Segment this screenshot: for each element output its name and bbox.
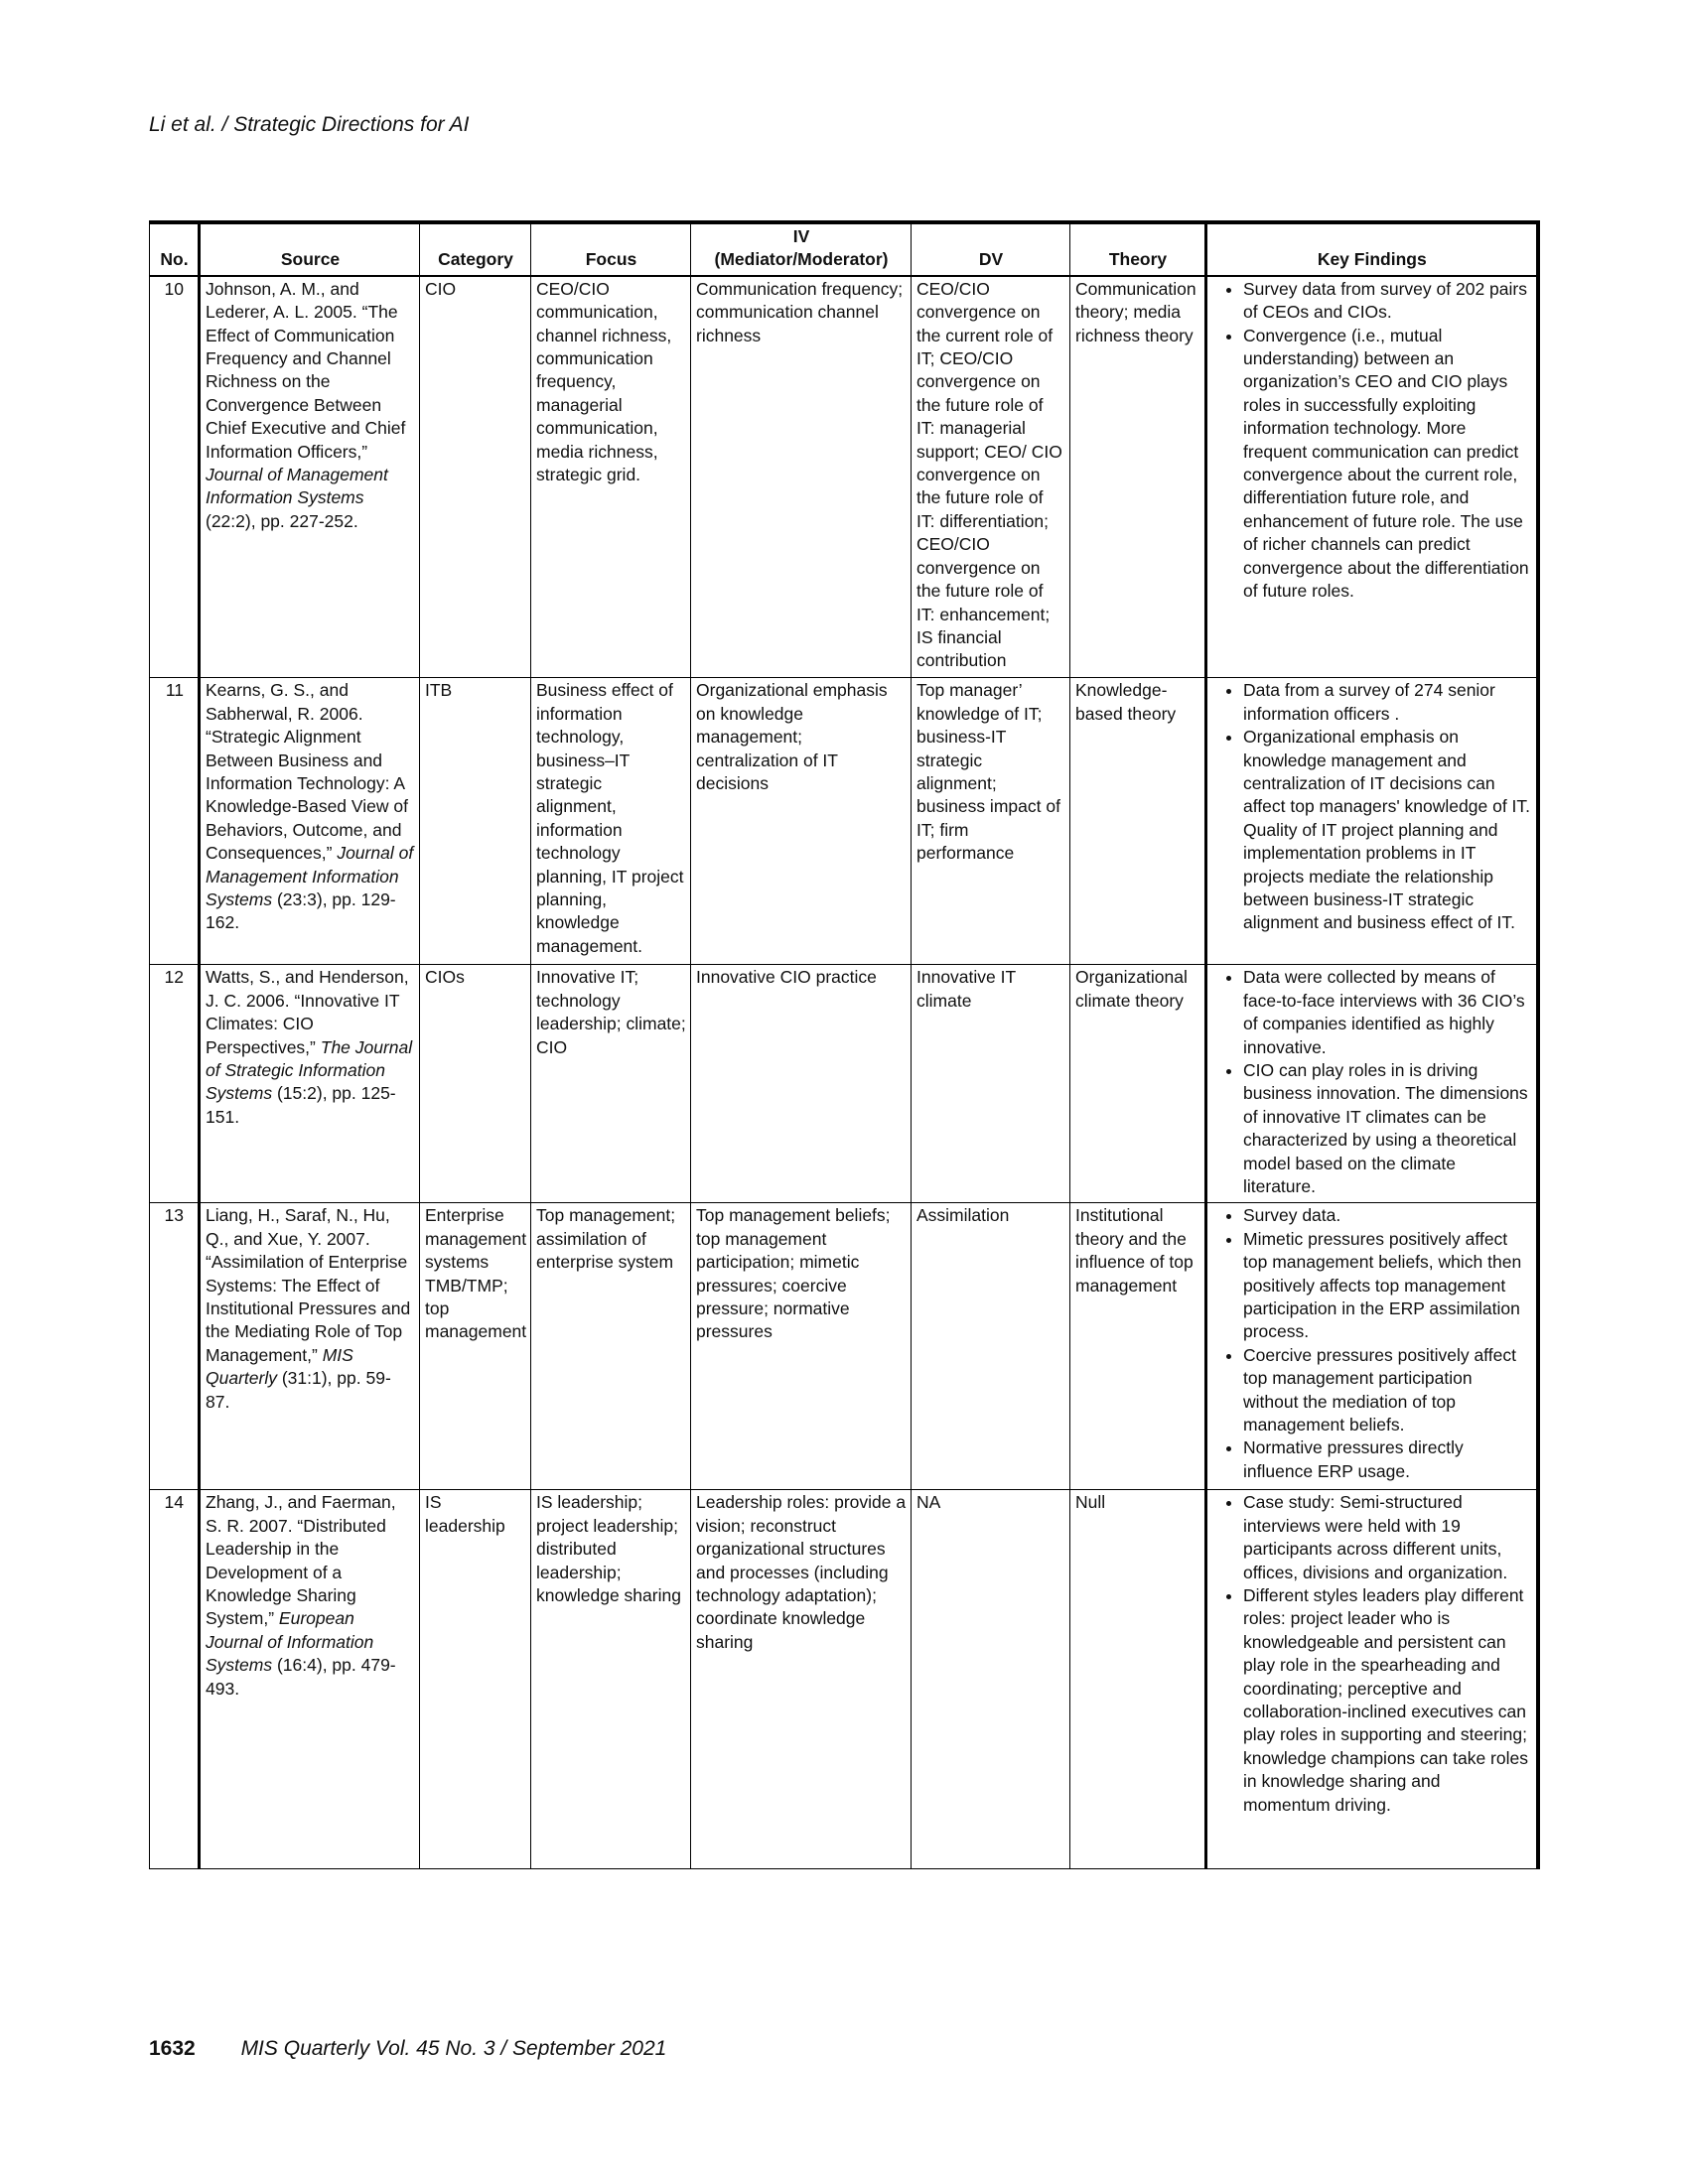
cell-no: 14	[150, 1490, 200, 1869]
page-footer	[149, 2037, 666, 2061]
cell-iv: Organizational emphasis on knowledge management; centralization of IT decisions	[691, 678, 912, 965]
cell-no: 10	[150, 276, 200, 678]
cell-no: 13	[150, 1203, 200, 1490]
cell-focus: CEO/CIO communication, channel richness, communication frequency, managerial communication, media richness, strategic grid.	[531, 276, 691, 678]
findings-list	[1212, 278, 1532, 604]
findings-list	[1212, 679, 1532, 934]
findings-list	[1212, 1204, 1532, 1483]
col-header-iv-line1: IV	[792, 226, 810, 246]
cell-no: 11	[150, 678, 200, 965]
finding-item: • Normative pressures directly influence ERP usage.	[1243, 1436, 1532, 1483]
cell-source	[200, 678, 420, 965]
table-row	[150, 276, 1538, 678]
running-head: Li et al. / Strategic Directions for AI	[149, 113, 470, 136]
cell-source	[200, 1490, 420, 1869]
cell-key-findings	[1206, 678, 1538, 965]
source-citation: Kearns, G. S., and Sabherwal, R. 2006. “Strategic Alignment Between Business and Information Technology: A Knowledge-Based View of Behaviors, Outcome, and Consequences,”	[206, 680, 408, 864]
finding-item: • Data from a survey of 274 senior information officers .	[1243, 679, 1532, 726]
finding-item: • Data were collected by means of face-to-face interviews with 36 CIO’s of companies identified as highly innovative.	[1243, 966, 1532, 1059]
source-citation: Zhang, J., and Faerman, S. R. 2007. “Distributed Leadership in the Development of a Knowledge Sharing System,”	[206, 1492, 396, 1629]
table-row	[150, 678, 1538, 965]
cell-source	[200, 276, 420, 678]
source-pages: (31:1), pp. 59-87.	[206, 1368, 391, 1412]
source-pages: (22:2), pp. 227-252.	[206, 510, 358, 531]
col-header-iv-line2: (Mediator/Moderator)	[714, 249, 889, 270]
cell-dv: NA	[912, 1490, 1070, 1869]
cell-focus: Business effect of information technology, business–IT strategic alignment, information technology planning, IT project planning, knowledge management.	[531, 678, 691, 965]
finding-item: • Coercive pressures positively affect top management participation without the mediation of top management beliefs.	[1243, 1344, 1532, 1437]
col-header-iv	[691, 222, 912, 276]
col-header-category: Category	[420, 222, 531, 276]
cell-dv: Innovative IT climate	[912, 965, 1070, 1203]
cell-theory: Knowledge-based theory	[1070, 678, 1206, 965]
table-row	[150, 1203, 1538, 1490]
col-header-theory: Theory	[1070, 222, 1206, 276]
cell-dv: Top manager’ knowledge of IT; business-IT strategic alignment; business impact of IT; firm performance	[912, 678, 1070, 965]
source-pages: (23:3), pp. 129-162.	[206, 888, 396, 933]
finding-item: • Organizational emphasis on knowledge management and centralization of IT decisions can affect top managers' knowledge of IT. Quality of IT project planning and implementation problems in IT projects mediate the relationship between business-IT strategic alignment and business effect of IT.	[1243, 726, 1532, 935]
page-number: 1632	[149, 2037, 196, 2060]
cell-focus: IS leadership; project leadership; distributed leadership; knowledge sharing	[531, 1490, 691, 1869]
cell-category: ITB	[420, 678, 531, 965]
cell-focus: Top management; assimilation of enterprise system	[531, 1203, 691, 1490]
finding-item: • Convergence (i.e., mutual understanding) between an organization’s CEO and CIO plays roles in successfully exploiting information technology. More frequent communication can predict convergence about the current role, differentiation future role, and enhancement of future role. The use of richer channels can predict convergence about the differentiation of future roles.	[1243, 325, 1532, 604]
cell-source	[200, 1203, 420, 1490]
cell-key-findings	[1206, 965, 1538, 1203]
cell-iv: Innovative CIO practice	[691, 965, 912, 1203]
finding-item: • Survey data from survey of 202 pairs of CEOs and CIOs.	[1243, 278, 1532, 325]
source-journal: European Journal of Information Systems	[206, 1608, 374, 1676]
findings-list	[1212, 1491, 1532, 1817]
col-header-focus: Focus	[531, 222, 691, 276]
journal-issue: MIS Quarterly Vol. 45 No. 3 / September 2021	[240, 2037, 667, 2060]
col-header-source: Source	[200, 222, 420, 276]
source-journal: The Journal of Strategic Information Systems	[206, 1036, 413, 1104]
cell-theory: Null	[1070, 1490, 1206, 1869]
source-journal: Journal of Management Information Systems	[206, 843, 414, 909]
literature-table	[149, 220, 1540, 1869]
finding-item: • CIO can play roles in is driving business innovation. The dimensions of innovative IT climates can be characterized by using a theoretical model based on the climate literature.	[1243, 1059, 1532, 1198]
source-citation: Watts, S., and Henderson, J. C. 2006. “Innovative IT Climates: CIO Perspectives,”	[206, 967, 409, 1057]
cell-category: IS leadership	[420, 1490, 531, 1869]
cell-iv: Leadership roles: provide a vision; reconstruct organizational structures and processes (including technology adaptation); coordinate knowledge sharing	[691, 1490, 912, 1869]
cell-iv: Top management beliefs; top management participation; mimetic pressures; coercive pressure; normative pressures	[691, 1203, 912, 1490]
source-citation: Liang, H., Saraf, N., Hu, Q., and Xue, Y. 2007. “Assimilation of Enterprise Systems: The Effect of Institutional Pressures and the Mediating Role of Top Management,”	[206, 1205, 411, 1365]
source-journal: MIS Quarterly	[206, 1344, 353, 1389]
cell-theory: Communication theory; media richness theory	[1070, 276, 1206, 678]
table-row	[150, 1490, 1538, 1869]
finding-item: • Case study: Semi-structured interviews were held with 19 participants across different units, offices, divisions and organization.	[1243, 1491, 1532, 1584]
source-journal: Journal of Management Information Systems	[206, 465, 388, 508]
col-header-dv: DV	[912, 222, 1070, 276]
cell-key-findings	[1206, 1490, 1538, 1869]
col-header-no: No.	[150, 222, 200, 276]
cell-theory: Organizational climate theory	[1070, 965, 1206, 1203]
cell-focus: Innovative IT; technology leadership; climate; CIO	[531, 965, 691, 1203]
finding-item: • Different styles leaders play different roles: project leader who is knowledgeable and persistent can play role in the spearheading and coordinating; perceptive and collaboration-inclined executives can play roles in supporting and steering; knowledge champions can take roles in knowledge sharing and momentum driving.	[1243, 1584, 1532, 1817]
cell-iv: Communication frequency; communication channel richness	[691, 276, 912, 678]
source-citation: Johnson, A. M., and Lederer, A. L. 2005. “The Effect of Communication Frequency and Channel Richness on the Convergence Between Chief Executive and Chief Information Officers,”	[206, 278, 406, 462]
source-pages: (15:2), pp. 125-151.	[206, 1083, 396, 1127]
cell-dv: Assimilation	[912, 1203, 1070, 1490]
cell-key-findings	[1206, 1203, 1538, 1490]
cell-key-findings	[1206, 276, 1538, 678]
findings-list	[1212, 966, 1532, 1198]
cell-theory: Institutional theory and the influence of top management	[1070, 1203, 1206, 1490]
col-header-key-findings: Key Findings	[1206, 222, 1538, 276]
finding-item: • Survey data.	[1243, 1204, 1532, 1227]
cell-category: CIO	[420, 276, 531, 678]
source-pages: (16:4), pp. 479-493.	[206, 1655, 396, 1699]
cell-source	[200, 965, 420, 1203]
finding-item: • Mimetic pressures positively affect top management beliefs, which then positively affects top management participation in the ERP assimilation process.	[1243, 1228, 1532, 1344]
cell-dv: CEO/CIO convergence on the current role of IT; CEO/CIO convergence on the future role of IT: managerial support; CEO/ CIO convergence on the future role of IT: differentiation; CEO/CIO convergence on the future role of IT: enhancement; IS financial contribution	[912, 276, 1070, 678]
cell-no: 12	[150, 965, 200, 1203]
cell-category: CIOs	[420, 965, 531, 1203]
table-row	[150, 965, 1538, 1203]
cell-category: Enterprise management systems TMB/TMP; top management	[420, 1203, 531, 1490]
table-header-row	[150, 222, 1538, 276]
